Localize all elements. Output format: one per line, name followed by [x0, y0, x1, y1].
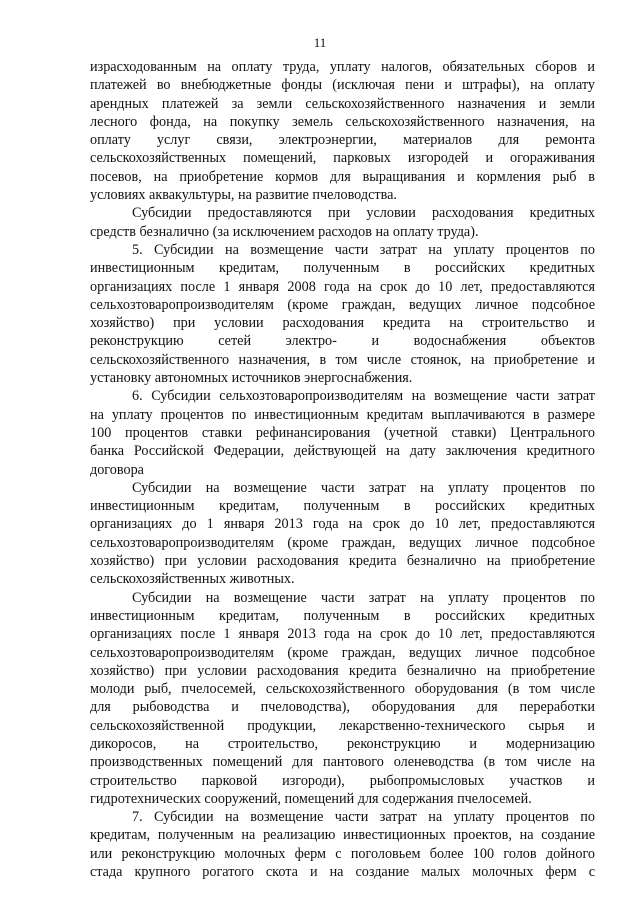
text-line: установку автономных источников энергоснабжения. [90, 370, 413, 387]
text-line: дикоросов, на строительство, реконструкцию и модернизацию [90, 735, 595, 752]
body-text [90, 58, 595, 881]
text-line: условиях аквакультуры, на развитие пчеловодства. [90, 187, 397, 204]
text-line: молоди рыб, пчелосемей, сельскохозяйственного оборудования (в том числе [90, 681, 595, 698]
text-line: реконструкцию сетей электро- и водоснабжения объектов [90, 333, 595, 350]
text-line: инвестиционным кредитам, полученным в российских кредитных [90, 498, 595, 515]
text-line: израсходованным на оплату труда, уплату налогов, обязательных сборов и [90, 59, 595, 75]
text-line: производственных помещений для пантового оленеводства (в том числе на [90, 754, 595, 771]
text-line: хозяйство) при условии расходования кредита безналично на приобретение [90, 553, 595, 570]
text-line: сельскохозяйственной продукции, лекарственно-технического сырья и [90, 717, 595, 734]
text-line: инвестиционным кредитам, полученным в российских кредитных [90, 607, 595, 624]
text-line: 5. Субсидии на возмещение части затрат на уплату процентов по [132, 241, 595, 258]
text-line: Субсидии на возмещение части затрат на уплату процентов по [132, 589, 595, 606]
text-line: 6. Субсидии сельхозтоваропроизводителям на возмещение части затрат [132, 388, 595, 405]
text-line: арендных платежей за земли сельскохозяйственного назначения и земли [90, 95, 595, 112]
text-line: посевов, на приобретение кормов для выращивания и кормления рыб в [90, 168, 595, 185]
text-line: стада крупного рогатого скота и на создание малых молочных ферм с [90, 864, 595, 881]
text-line: организациях до 1 января 2013 года на срок до 10 лет, предоставляются [90, 516, 595, 533]
text-line: сельхозтоваропроизводителям (кроме граждан, ведущих личное подсобное [90, 644, 595, 661]
text-line: средств безналично (за исключением расходов на оплату труда). [90, 223, 479, 240]
text-line: Субсидии предоставляются при условии расходования кредитных [132, 205, 595, 222]
text-line: сельскохозяйственного назначения, в том числе стоянок, на приобретение и [90, 351, 595, 368]
page-number: 11 [313, 35, 327, 50]
text-line: платежей во внебюджетные фонды (исключая пени и штрафы), на оплату [90, 77, 595, 94]
text-line: инвестиционным кредитам, полученным в российских кредитных [90, 260, 595, 277]
text-line: строительство парковой изгороди), рыбопромысловых участков и [90, 772, 595, 789]
text-line: банка Российской Федерации, действующей на дату заключения кредитного [90, 443, 595, 460]
text-line: 7. Субсидии на возмещение части затрат на уплату процентов по [132, 809, 595, 826]
text-line: сельскохозяйственных животных. [90, 571, 295, 588]
text-line: оплату услуг связи, электроэнергии, материалов для ремонта [90, 132, 595, 149]
text-line: сельхозтоваропроизводителям (кроме граждан, ведущих личное подсобное [90, 534, 595, 551]
text-line: гидротехнических сооружений, помещений для содержания пчелосемей. [90, 790, 532, 807]
text-line: кредитам, полученным на реализацию инвестиционных проектов, на создание [90, 827, 595, 844]
text-line: сельхозтоваропроизводителям (кроме граждан, ведущих личное подсобное [90, 296, 595, 313]
text-line: хозяйство) при условии расходования кредита на строительство и [90, 315, 595, 332]
text-line: Субсидии на возмещение части затрат на уплату процентов по [132, 479, 595, 496]
text-line: хозяйство) при условии расходования кредита безналично на приобретение [90, 662, 595, 679]
text-line: для рыбоводства и пчеловодства), оборудования для переработки [90, 699, 595, 716]
text-line: на уплату процентов по инвестиционным кредитам выплачиваются в размере [90, 406, 595, 423]
text-line: лесного фонда, на покупку земель сельскохозяйственного назначения, на [90, 113, 595, 130]
text-line: организациях после 1 января 2008 года на срок до 10 лет, предоставляются [90, 278, 595, 295]
text-line: сельскохозяйственных помещений, парковых изгородей и огораживания [90, 150, 595, 167]
text-line: организациях после 1 января 2013 года на срок до 10 лет, предоставляются [90, 626, 595, 643]
text-line: 100 процентов ставки рефинансирования (учетной ставки) Центрального [90, 424, 595, 441]
text-line: договора [90, 461, 144, 478]
text-line: или реконструкцию молочных ферм с поголовьем более 100 голов дойного [90, 845, 595, 862]
